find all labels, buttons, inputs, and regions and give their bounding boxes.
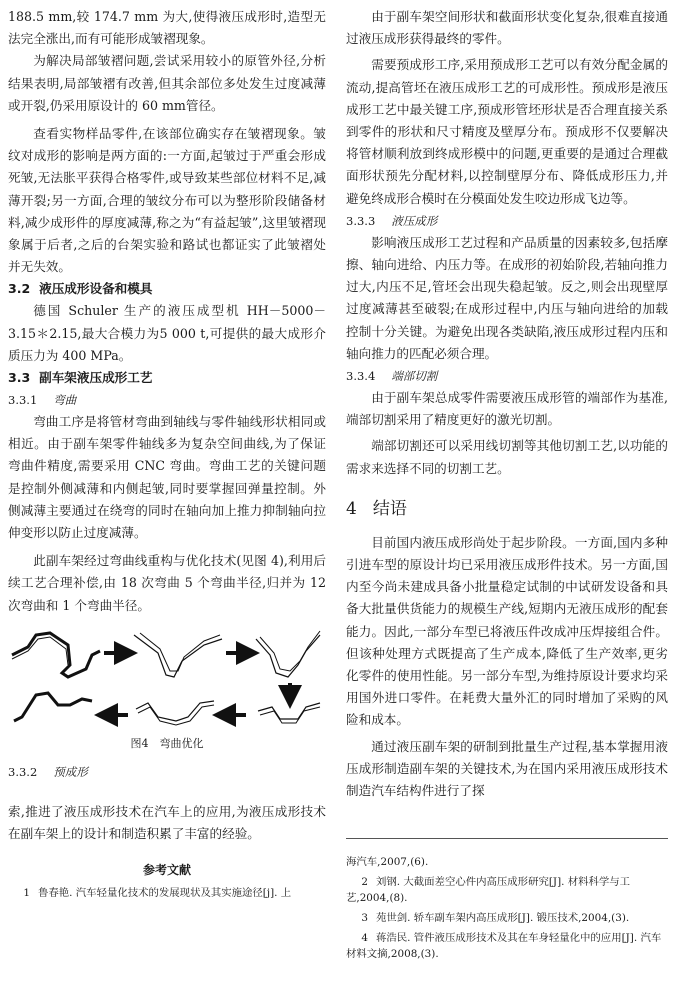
- reference-1-continued: 海汽车,2007,(6).: [346, 856, 429, 868]
- reference-4: [346, 930, 668, 962]
- reference-text: 蒋浩民. 管件液压成形技术及其在车身轻量化中的应用[J]. 汽车材料文摘,2008,(3).: [346, 932, 662, 960]
- right-column: [346, 6, 668, 802]
- section-title: 预成形: [53, 764, 88, 779]
- section-number: 4: [346, 498, 357, 519]
- right-paragraph-3: 影响液压成形工艺过程和产品质量的因素较多,包括摩擦、轴向进给、内压力等。在成形的初始阶段,若轴向推力过大,内压不足,管坯会出现失稳起皱。反之,则会出现壁厚过度减薄甚至破裂;在成形过程中,内压与轴向进给的加载控制十分关键。为避免出现各类缺陷,液压成形过程内压和轴向推力的匹配必须合理。: [346, 234, 668, 361]
- right-paragraph-6: 目前国内液压成形尚处于起步阶段。一方面,国内多种引进车型的原设计均已采用液压成形件技术。另一方面,国内至今尚未建成具备小批量稳定试制的中试研发设备和具备大批量供货能力的规模生产线,短期内无液压成形的配套能力。因此,一部分车型已将液压件改成冲压焊接组合件。但该种处理方式既提高了生产成本,降低了生产效率,更劣化零件的使用性能。另一部分车型,为维持原设计要求均采用国外进口零件。在耗费大量外汇的同时增加了采购的风险和成本。: [346, 534, 668, 728]
- references-continued: [346, 854, 668, 966]
- bent-tube-shape-6: [14, 693, 92, 721]
- reference-number: 1: [23, 887, 30, 900]
- reference-text: 苑世剑. 轿车副车架内高压成形[J]. 锻压技术,2004,(3).: [376, 912, 630, 924]
- references-heading: 参考文献: [142, 863, 191, 878]
- section-title: 结语: [372, 498, 407, 519]
- reference-number: 3: [361, 912, 368, 924]
- reference-text: 刘钢. 大截面差空心件内高压成形研究[J]. 材料科学与工艺,2004,(8).: [346, 876, 631, 904]
- left-paragraph-5: 弯曲工序是将管材弯曲到轴线与零件轴线形状相同或相近。由于副车架零件轴线多为复杂空间曲线,为了保证弯曲件精度,需要采用 CNC 弯曲。弯曲工艺的关键问题是控制外侧减薄和内侧起皱,同时要掌握回弹量控制。外侧减薄主要通过在绕弯的同时在轴向加上推力抑制轴向拉伸变形以防止过度减薄。: [8, 414, 326, 541]
- left-paragraph-6: 此副车架经过弯曲线重构与优化技术(见图 4),利用后续工艺合理补偿,由 18 次弯曲 5 个弯曲半径,归并为 12 次弯曲和 1 个弯曲半径。: [8, 553, 326, 613]
- left-paragraph-2: 为解决局部皱褶问题,尝试采用较小的原管外径,分析结果表明,局部皱褶有改善,但其余部位多处发生过度减薄或开裂,仍采用原设计的 60 mm管径。: [8, 53, 326, 113]
- section-3-3-4-heading: [346, 365, 668, 387]
- right-paragraph-2: 需要预成形工序,采用预成形工艺可以有效分配金属的流动,提高管坯在液压成形工艺的可成形性。预成形是液压成形工艺中最关键工序,预成形管坯形状是否合理直接关系到零件的形状和尺寸精度及壁厚分布。预成形不仅要解决将管材顺利放到终成形模中的问题,更重要的是通过合理截面形状预先分配材料,以控制壁厚分布、降低成形压力,并避免终成形合模时在分模面处发生咬边形成飞边等。: [346, 57, 668, 206]
- section-3-3-heading: [8, 367, 326, 389]
- right-paragraph-1: 由于副车架空间形状和截面形状变化复杂,很难直接通过液压成形获得最终的零件。: [346, 9, 668, 47]
- reference-text: 鲁春艳. 汽车轻量化技术的发展现状及其实施途径[j]. 上: [38, 887, 292, 900]
- section-title: 弯曲: [53, 393, 77, 408]
- section-number: 3.3.4: [346, 369, 376, 384]
- section-number: 3.3.2: [8, 764, 38, 779]
- section-number: 3.3: [8, 370, 31, 386]
- reference-3: [346, 910, 668, 926]
- section-3-3-3-heading: [346, 210, 668, 232]
- right-paragraph-7: 通过液压副车架的研制到批量生产过程,基本掌握用液压成形制造副车架的关键技术,为在国内采用液压成形技术制造汽车结构件进行了探: [346, 738, 668, 799]
- reference-1: [8, 885, 326, 901]
- section-3-3-1-heading: [8, 389, 326, 411]
- right-paragraph-4: 由于副车架总成零件需要液压成形管的端部作为基准,端部切割采用了精度更好的激光切割。: [346, 390, 668, 428]
- footnote-divider: [346, 838, 668, 839]
- section-title: 液压成形设备和模具: [39, 281, 153, 297]
- section-3-3-2-heading: [8, 761, 326, 783]
- reference-number: 4: [361, 932, 368, 944]
- section-title: 副车架液压成形工艺: [39, 370, 153, 386]
- left-paragraph-4: 德国 Schuler 生产的液压成型机 HH－5000－3.15＊2.15,最大合模力为5 000 t,可提供的最大成形介质压力为 400 MPa。: [8, 303, 326, 363]
- bent-tube-shape-5: [136, 701, 214, 721]
- left-paragraph-7: 索,推进了液压成形技术在汽车上的应用,为液压成形技术在副车架上的设计和制造积累了丰富的经验。: [8, 803, 326, 842]
- section-3-2-heading: [8, 278, 326, 300]
- reference-2: [346, 874, 668, 906]
- reference-number: 2: [361, 876, 368, 888]
- left-paragraph-3: 查看实物样品零件,在该部位确实存在皱褶现象。皱纹对成形的影响是两方面的:一方面,起皱过于严重会形成死皱,无法胀平获得合格零件,或导致某些部位材料不足,减薄开裂;另一方面,合理的皱纹分布可以为整形阶段储备材料,减少成形件的厚度减薄,称之为“有益起皱”,这里皱褶现象属于后者,之后的台架实验和路试也都证实了此皱褶处并无失效。: [8, 126, 326, 275]
- bent-tube-shape-1: [12, 633, 100, 677]
- section-title: 液压成形: [391, 213, 438, 228]
- bent-tube-shape-4: [258, 703, 320, 719]
- section-number: 3.2: [8, 281, 31, 297]
- section-4-heading: [346, 496, 668, 522]
- left-paragraph-1: 188.5 mm,较 174.7 mm 为大,使得液压成形时,造型无法完全涨出,而有可能形成皱褶现象。: [8, 9, 326, 47]
- section-title: 端部切割: [391, 369, 438, 384]
- bending-sequence-diagram: [8, 625, 326, 731]
- section-number: 3.3.3: [346, 213, 376, 228]
- right-paragraph-5: 端部切割还可以采用线切割等其他切割工艺,以功能的需求来选择不同的切割工艺。: [346, 438, 668, 476]
- figure-4-bending-optimization: [8, 625, 326, 731]
- section-number: 3.3.1: [8, 393, 38, 408]
- figure-caption: 图4 弯曲优化: [130, 736, 204, 750]
- left-column: [8, 6, 326, 905]
